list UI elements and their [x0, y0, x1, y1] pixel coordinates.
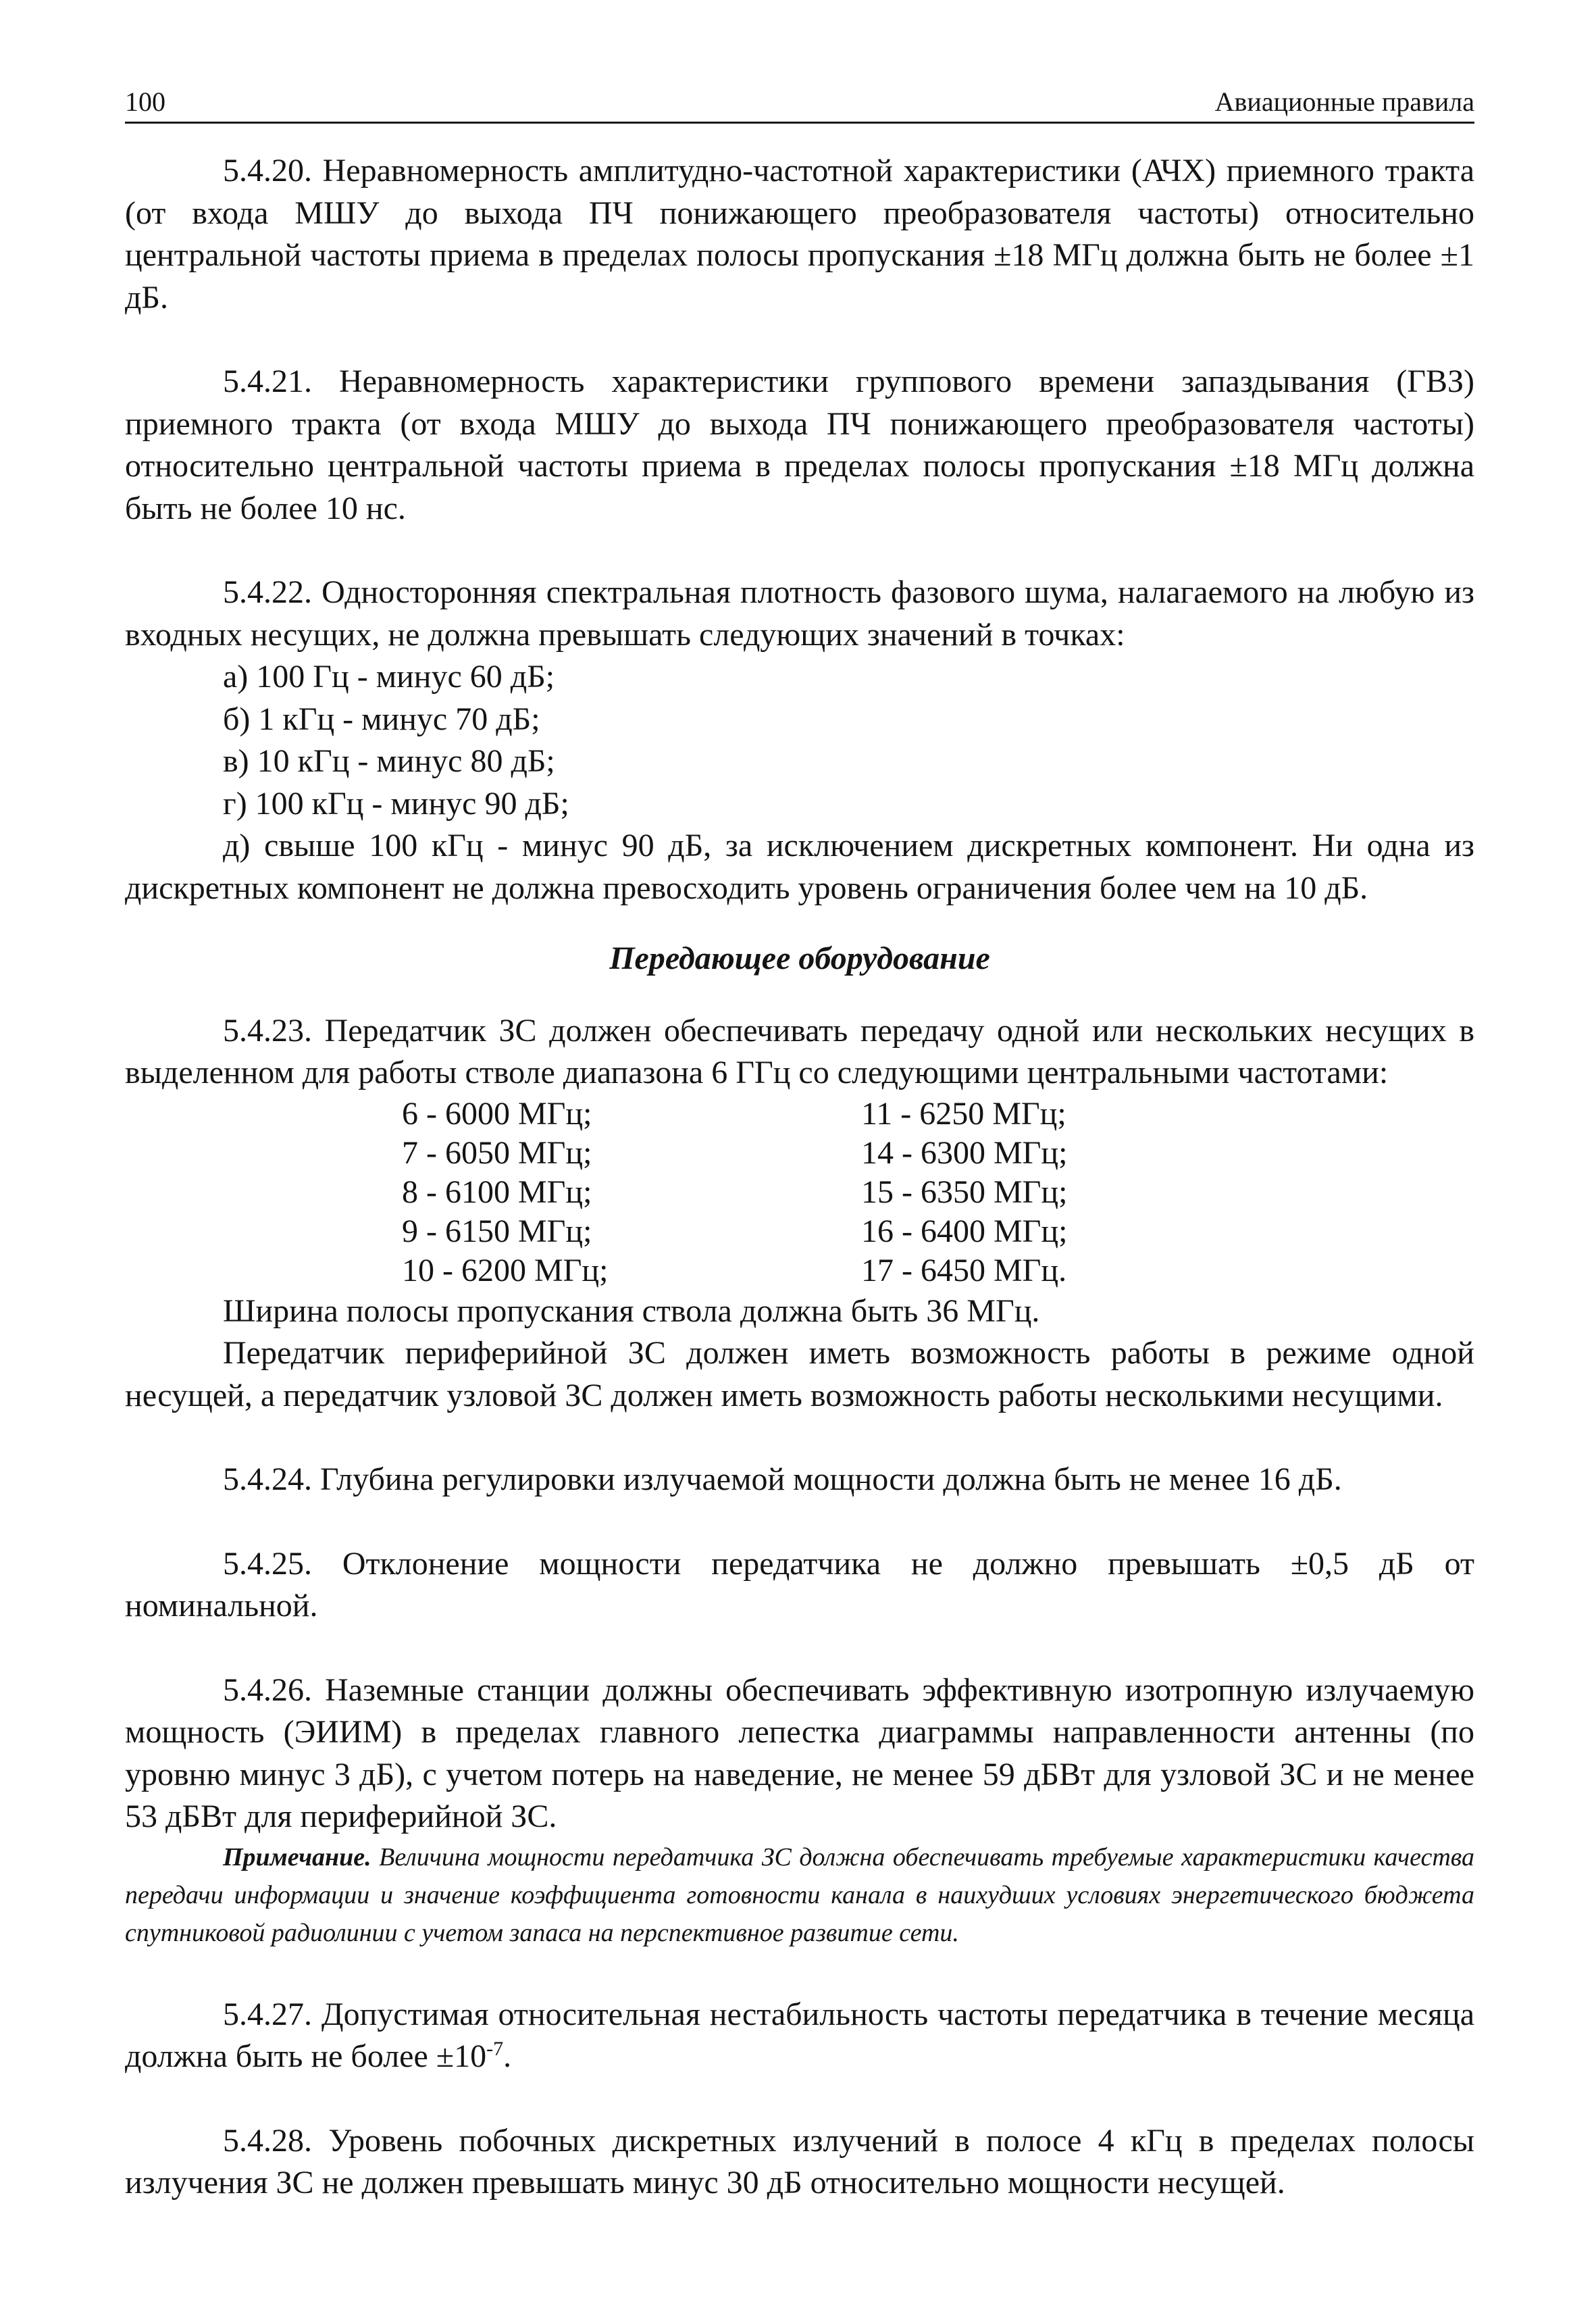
table-row	[125, 1173, 1474, 1212]
list-item: в) 10 кГц - минус 80 дБ;	[223, 743, 555, 779]
list-item-last: д) свыше 100 кГц - минус 90 дБ, за исключением дискретных компонент. Ни одна из дискретных компонент не должна превосходить уровень ограничения более чем на 10 дБ.	[125, 828, 1474, 906]
table-row	[125, 1134, 1474, 1173]
paragraph-5-4-28: 5.4.28. Уровень побочных дискретных излучений в полосе 4 кГц в пределах полосы излучения ЗС не должен превышать минус 30 дБ относительно мощности несущей.	[125, 2122, 1474, 2200]
paragraph-5-4-21: 5.4.21. Неравномерность характеристики группового времени запаздывания (ГВЗ) приемного тракта (от входа МШУ до выхода ПЧ понижающего преобразователя частоты) относительно центральной частоты приема в пределах полосы пропускания ±18 МГц должна быть не более 10 нс.	[125, 363, 1474, 526]
table-cell: 7 - 6050 МГц;	[402, 1134, 592, 1171]
frequency-table	[125, 1095, 1474, 1290]
paragraph-5-4-25: 5.4.25. Отклонение мощности передатчика не должно превышать ±0,5 дБ от номинальной.	[125, 1545, 1474, 1624]
table-row	[125, 1212, 1474, 1251]
paragraph-5-4-26: 5.4.26. Наземные станции должны обеспечивать эффективную изотропную излучаемую мощность (ЭИИМ) в пределах главного лепестка диаграммы направленности антенны (по уровню минус 3 дБ), с учетом потерь на наведение, не менее 59 дБВт для узловой ЗС и не менее 53 дБВт для периферийной ЗС.	[125, 1671, 1474, 1834]
table-cell: 8 - 6100 МГц;	[402, 1174, 592, 1210]
paragraph-5-4-27-text: 5.4.27. Допустимая относительная нестабильность частоты передатчика в течение месяца должна быть не более ±10	[125, 1996, 1474, 2074]
note-text: Величина мощности передатчика ЗС должна обеспечивать требуемые характеристики качества передачи информации и значение коэффициента готовности канала в наихудших условиях энергетического бюджета спутниковой радиолинии с учетом запаса на перспективное развитие сети.	[125, 1842, 1474, 1947]
table-cell: 11 - 6250 МГц;	[861, 1095, 1066, 1132]
table-cell: 6 - 6000 МГц;	[402, 1095, 592, 1132]
paragraph-5-4-23	[125, 1010, 1474, 1417]
table-row	[125, 1251, 1474, 1290]
paragraph-5-4-24: 5.4.24. Глубина регулировки излучаемой мощности должна быть не менее 16 дБ.	[223, 1461, 1342, 1497]
table-cell: 9 - 6150 МГц;	[402, 1213, 592, 1249]
paragraph-5-4-22	[125, 572, 1474, 909]
paragraph-5-4-23-intro: 5.4.23. Передатчик ЗС должен обеспечивать передачу одной или нескольких несущих в выделенном для работы стволе диапазона 6 ГГц со следующими центральными частотами:	[125, 1012, 1474, 1090]
table-cell: 10 - 6200 МГц;	[402, 1252, 609, 1288]
paragraph-5-4-20: 5.4.20. Неравномерность амплитудно-частотной характеристики (АЧХ) приемного тракта (от входа МШУ до выхода ПЧ понижающего преобразователя частоты) относительно центральной частоты приема в пределах полосы пропускания ±18 МГц должна быть не более ±1 дБ.	[125, 153, 1474, 316]
note-label: Примечание.	[223, 1842, 371, 1871]
list-item: а) 100 Гц - минус 60 дБ;	[223, 659, 555, 695]
list-item: б) 1 кГц - минус 70 дБ;	[223, 701, 540, 737]
paragraph-5-4-23-modes: Передатчик периферийной ЗС должен иметь возможность работы в режиме одной несущей, а передатчик узловой ЗС должен иметь возможность работы несколькими несущими.	[125, 1335, 1474, 1413]
table-cell: 17 - 6450 МГц.	[861, 1252, 1067, 1288]
paragraph-5-4-27	[125, 1994, 1474, 2078]
section-heading: Передающее оборудование	[609, 940, 990, 976]
paragraph-5-4-22-intro: 5.4.22. Односторонняя спектральная плотность фазового шума, налагаемого на любую из входных несущих, не должна превышать следующих значений в точках:	[125, 574, 1474, 653]
page-number: 100	[125, 86, 165, 117]
exponent: -7	[486, 2038, 504, 2060]
paragraph-5-4-23-bandwidth: Ширина полосы пропускания ствола должна быть 36 МГц.	[223, 1292, 1040, 1329]
page-header	[125, 80, 1474, 124]
table-cell: 16 - 6400 МГц;	[861, 1213, 1068, 1249]
list-item: г) 100 кГц - минус 90 дБ;	[223, 785, 569, 822]
running-title: Авиационные правила	[1214, 86, 1474, 117]
table-cell: 15 - 6350 МГц;	[861, 1174, 1068, 1210]
table-row	[125, 1095, 1474, 1134]
note	[125, 1838, 1474, 1952]
table-cell: 14 - 6300 МГц;	[861, 1134, 1068, 1171]
page-body	[125, 150, 1474, 2205]
paragraph-5-4-27-end: .	[503, 2038, 512, 2074]
